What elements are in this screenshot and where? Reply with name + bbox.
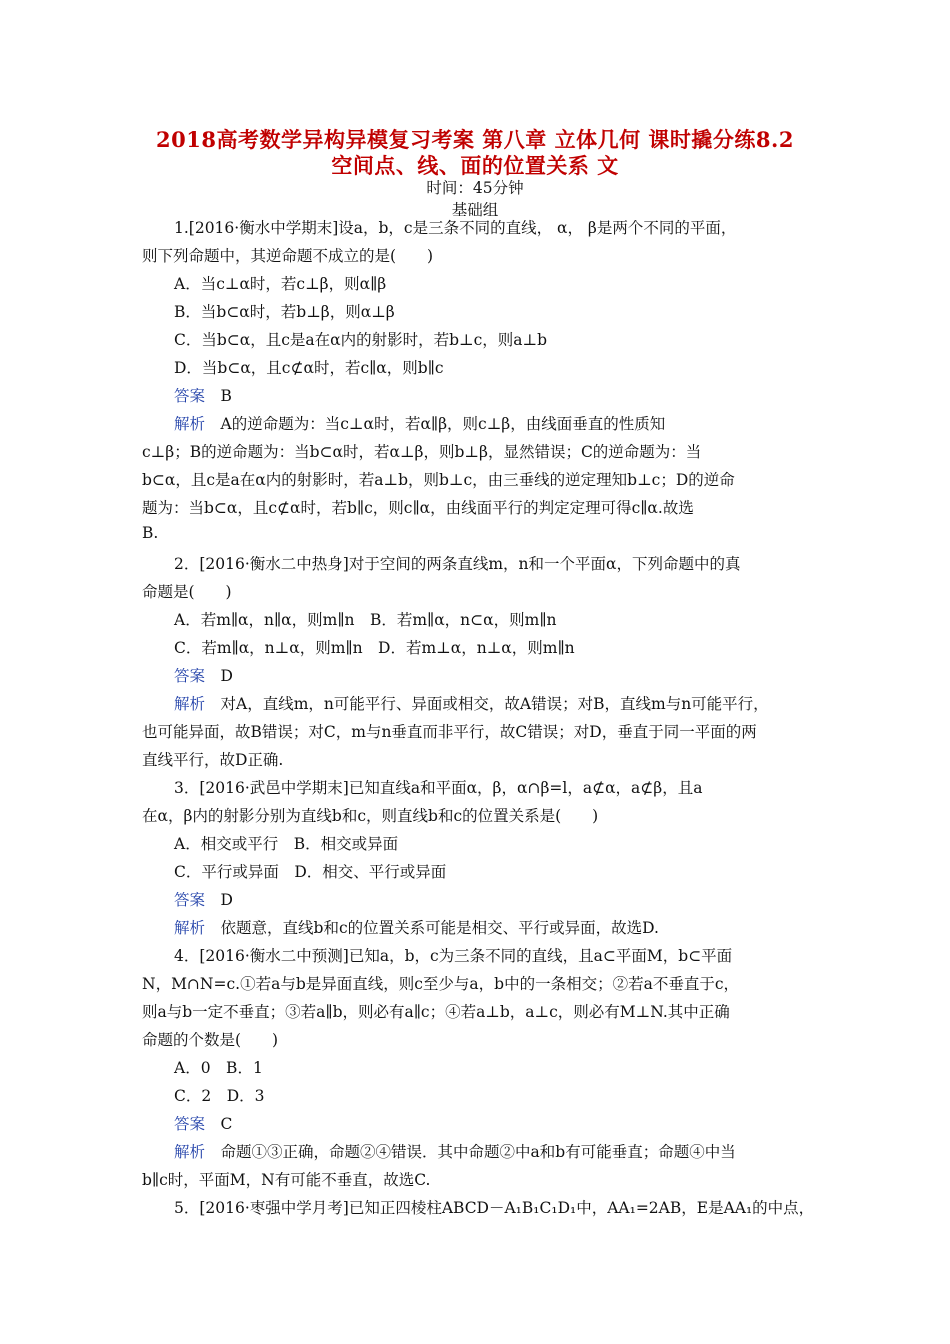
q2-options-cd: C．若m∥α，n⊥α，则m∥n D．若m⊥α，n⊥α，则m∥n (174, 639, 575, 657)
q1-analysis-line-4: 题为：当b⊂α，且c⊄α时，若b∥c，则c∥α，由线面平行的判定定理可得c∥α.故选 (142, 499, 694, 517)
q3-stem-line-1: 3．[2016·武邑中学期末]已知直线a和平面α，β，α∩β=l，a⊄α，a⊄β，且a (174, 779, 703, 797)
q1-option-d: D．当b⊂α，且c⊄α时，若c∥α，则b∥c (174, 359, 444, 377)
q2-analysis-line-1 (174, 692, 769, 714)
q1-analysis-line-5: B. (142, 524, 159, 542)
q2-answer-row (174, 664, 233, 686)
q1-option-b: B．当b⊂α时，若b⊥β，则α⊥β (174, 303, 395, 321)
q2-options-ab: A．若m∥α，n∥α，则m∥n B．若m∥α，n⊂α，则m∥n (174, 611, 557, 629)
q1-option-a: A．当c⊥α时，若c⊥β，则α∥β (174, 275, 387, 293)
q1-stem-line-2: 则下列命题中，其逆命题不成立的是( ) (142, 247, 434, 265)
q3-options-cd: C．平行或异面 D．相交、平行或异面 (174, 863, 447, 881)
q2-analysis-text-1: 对A，直线m，n可能平行、异面或相交，故A错误；对B，直线m与n可能平行， (220, 695, 769, 713)
time-limit: 时间：45分钟 (426, 179, 524, 197)
q4-analysis-line-1 (174, 1140, 736, 1162)
q1-analysis-line-3: b⊂α，且c是a在α内的射影时，若a⊥b，则b⊥c，由三垂线的逆定理知b⊥c；D的逆命 (142, 471, 735, 489)
q1-analysis-line-1 (174, 412, 665, 434)
q1-answer: B (220, 387, 232, 405)
q2-stem-line-1: 2．[2016·衡水二中热身]对于空间的两条直线m，n和一个平面α，下列命题中的真 (174, 555, 741, 573)
q3-options-ab: A．相交或平行 B．相交或异面 (174, 835, 399, 853)
group-heading: 基础组 (451, 201, 499, 219)
q3-stem-line-2: 在α，β内的射影分别为直线b和c，则直线b和c的位置关系是( ) (142, 807, 599, 825)
q4-options-ab: A．0 B．1 (174, 1059, 263, 1077)
q4-answer-row (174, 1112, 232, 1134)
q5-stem-line-1: 5．[2016·枣强中学月考]已知正四棱柱ABCD－A₁B₁C₁D₁中，AA₁=2AB，E是AA₁的中点， (174, 1199, 815, 1217)
q1-stem-line-1: 1.[2016·衡水中学期末]设a，b，c是三条不同的直线， α， β是两个不同的平面， (174, 219, 737, 237)
q4-stem-line-1: 4．[2016·衡水二中预测]已知a，b，c为三条不同的直线，且a⊂平面M，b⊂平面 (174, 947, 733, 965)
q4-analysis-text-1: 命题①③正确，命题②④错误．其中命题②中a和b有可能垂直；命题④中当 (220, 1143, 736, 1161)
answer-label: 答案 (174, 1115, 206, 1133)
title-line-1: 2018高考数学异构异模复习考案 第八章 立体几何 课时撬分练8.2 (156, 127, 794, 152)
q2-analysis-line-3: 直线平行，故D正确. (142, 751, 284, 769)
analysis-label: 解析 (174, 695, 206, 713)
answer-label: 答案 (174, 387, 206, 405)
q2-analysis-line-2: 也可能异面，故B错误；对C，m与n垂直而非平行，故C错误；对D，垂直于同一平面的两 (142, 723, 757, 741)
q4-stem-line-2: N，M∩N=c.①若a与b是异面直线，则c至少与a，b中的一条相交；②若a不垂直于c， (142, 975, 740, 993)
q1-analysis-text-1: A的逆命题为：当c⊥α时，若α∥β，则c⊥β，由线面垂直的性质知 (220, 415, 666, 433)
q4-options-cd: C．2 D．3 (174, 1087, 265, 1105)
q4-stem-line-4: 命题的个数是( ) (142, 1031, 279, 1049)
q1-option-c: C．当b⊂α，且c是a在α内的射影时，若b⊥c，则a⊥b (174, 331, 548, 349)
q2-answer: D (220, 667, 233, 685)
title-line-2: 空间点、线、面的位置关系 文 (331, 153, 619, 178)
q4-stem-line-3: 则a与b一定不垂直；③若a∥b，则必有a∥c；④若a⊥b，a⊥c，则必有M⊥N.其中正确 (142, 1003, 730, 1021)
answer-label: 答案 (174, 891, 206, 909)
q3-answer-row (174, 888, 233, 910)
analysis-label: 解析 (174, 1143, 206, 1161)
q1-analysis-line-2: c⊥β；B的逆命题为：当b⊂α时，若α⊥β，则b⊥β，显然错误；C的逆命题为：当 (142, 443, 702, 461)
q3-analysis-text-1: 依题意，直线b和c的位置关系可能是相交、平行或异面，故选D. (220, 919, 659, 937)
q3-analysis-line-1 (174, 916, 659, 938)
q4-analysis-line-2: b∥c时，平面M，N有可能不垂直，故选C. (142, 1171, 431, 1189)
analysis-label: 解析 (174, 415, 206, 433)
q2-stem-line-2: 命题是( ) (142, 583, 232, 601)
q1-answer-row (174, 384, 232, 406)
q4-answer: C (220, 1115, 233, 1133)
q3-answer: D (220, 891, 233, 909)
analysis-label: 解析 (174, 919, 206, 937)
answer-label: 答案 (174, 667, 206, 685)
